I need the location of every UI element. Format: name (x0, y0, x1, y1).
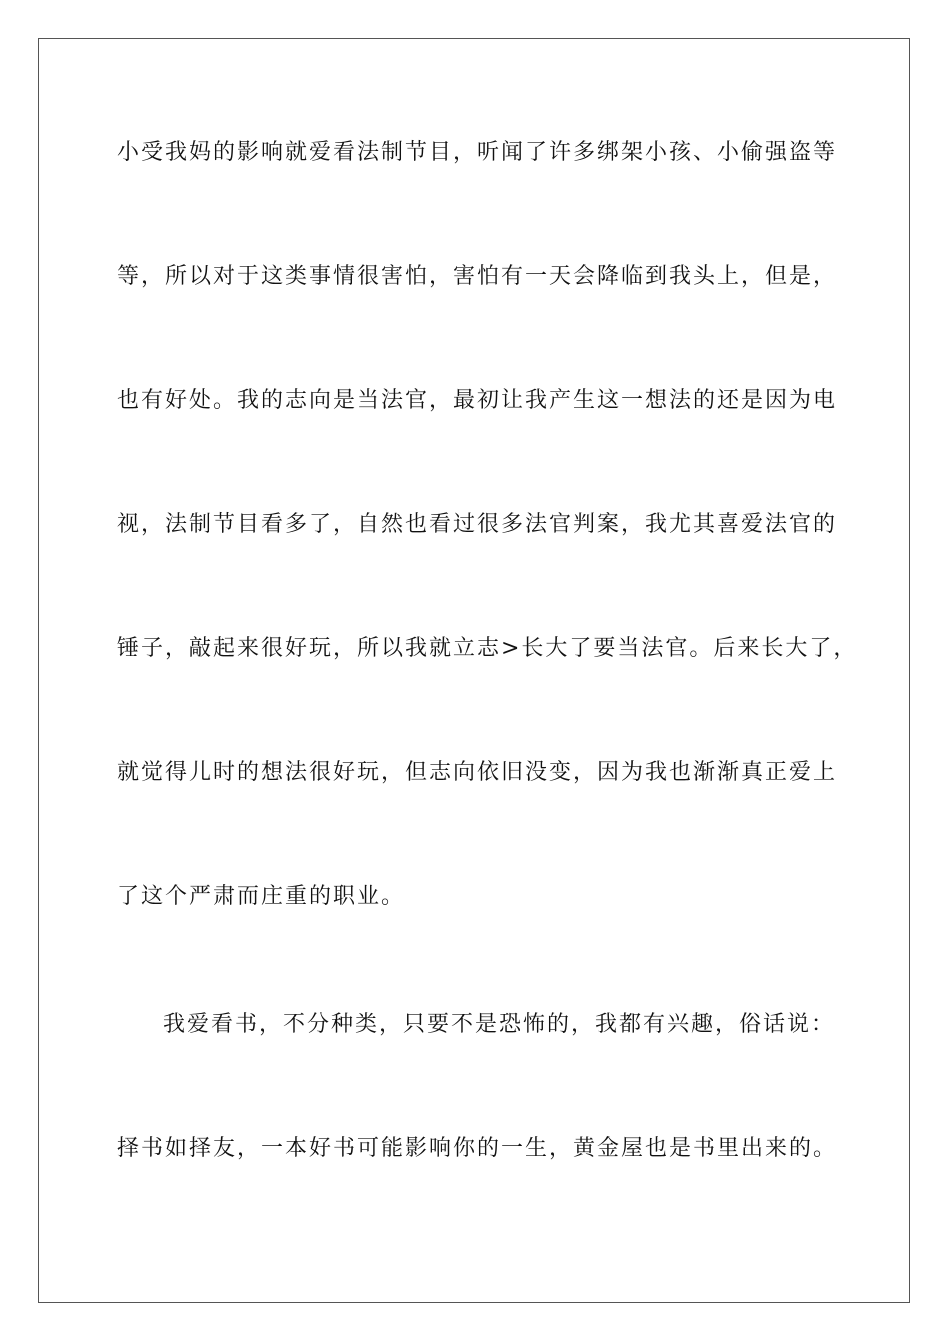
paragraph-1-line-3: 也有好处。我的志向是当法官，最初让我产生这一想法的还是因为电 (117, 388, 838, 413)
paragraph-1-line-2: 等，所以对于这类事情很害怕，害怕有一天会降临到我头上，但是， (117, 264, 838, 289)
paragraph-1-line-4: 视，法制节目看多了，自然也看过很多法官判案，我尤其喜爱法官的 (117, 512, 838, 537)
paragraph-1-line-7: 了这个严肃而庄重的职业。 (117, 884, 406, 909)
paragraph-2-line-2: 择书如择友，一本好书可能影响你的一生，黄金屋也是书里出来的。 (117, 1136, 838, 1161)
paragraph-1-line-6: 就觉得儿时的想法很好玩，但志向依旧没变，因为我也渐渐真正爱上 (117, 760, 838, 785)
paragraph-1-line-1: 小受我妈的影响就爱看法制节目，听闻了许多绑架小孩、小偷强盗等 (117, 140, 838, 165)
paragraph-1-line-5: 锤子，敲起来很好玩，所以我就立志>长大了要当法官。后来长大了， (117, 636, 858, 661)
page-border (38, 38, 910, 1303)
paragraph-2-line-1: 我爱看书，不分种类，只要不是恐怖的，我都有兴趣，俗话说： (163, 1012, 836, 1037)
